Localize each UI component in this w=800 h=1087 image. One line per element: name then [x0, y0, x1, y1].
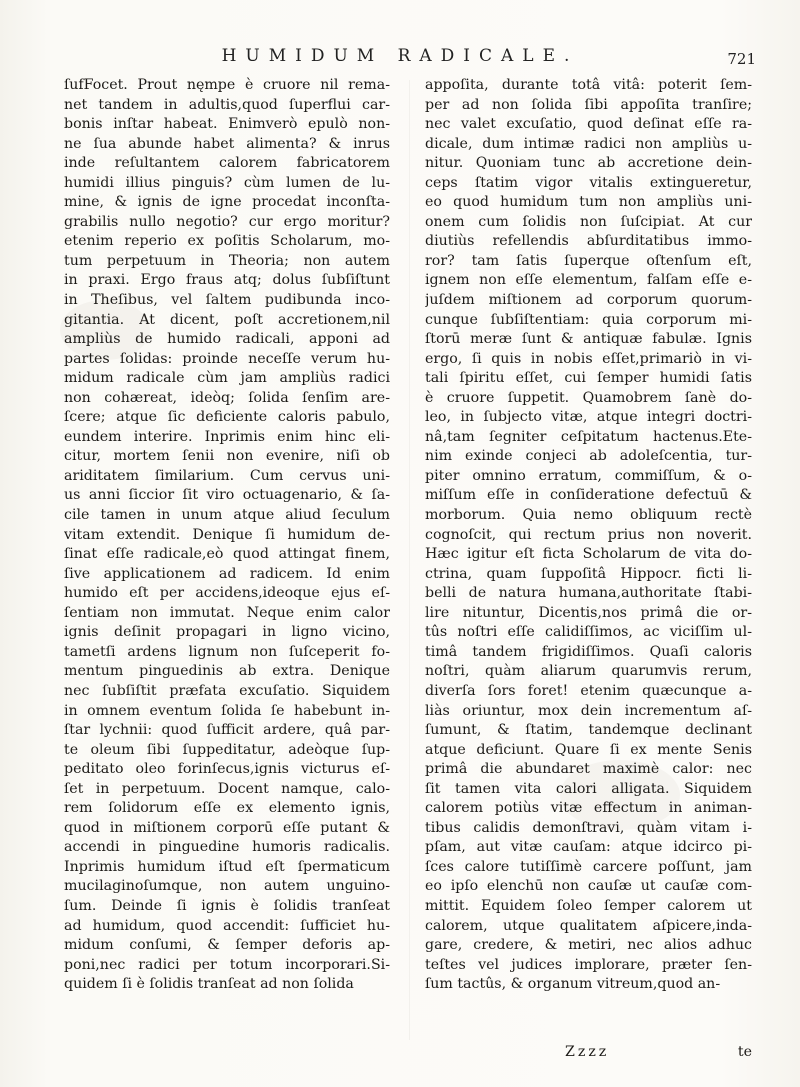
text-line: humido eſt per accidens,ideoque ejus eſ-: [64, 585, 390, 602]
text-line: nitur. Quoniam tunc ab accretione dein-: [425, 155, 752, 172]
signature-mark: Zzzz: [565, 1044, 610, 1060]
running-head: HUMIDUM RADICALE.: [221, 46, 579, 66]
text-line: ſces calore tutiſſimè carcere poſſunt, jam: [425, 858, 752, 875]
text-line: ampliùs de humido radicali, apponi ad: [64, 331, 390, 348]
text-line: in Theſibus, vel ſaltem pudibunda inco-: [64, 292, 390, 309]
text-line: ror? tam ſatis ſuperque oſtenſum eſt,: [425, 252, 752, 269]
text-line: ſum tactûs, & organum vitreum,quod an-: [425, 976, 721, 993]
left-column: [64, 76, 390, 995]
text-line: ſinat eſſe radicale,eò quod attingat finem,: [64, 546, 390, 563]
page-header: [0, 44, 800, 74]
text-line: ſet in perpetuum. Docent namque, calo-: [64, 780, 390, 797]
text-line: net tandem in adultis,quod ſuperflui car-: [64, 96, 390, 113]
text-line: tûs noſtri eſſe calidiſſimos, ac viciſſim ul-: [425, 624, 752, 641]
text-line: nim exinde conjeci ab adoleſcentia, tur-: [425, 448, 752, 465]
text-line: ſtar lychnii: quod ſufficit ardere, quâ par-: [64, 722, 390, 739]
text-line: onem cum ſolidis non ſuſcipiat. At cur: [425, 213, 752, 230]
text-line: pſam, aut vitæ cauſam: atque idcirco pi-: [425, 839, 752, 856]
text-line: ctrina, quam ſuppoſitâ Hippocr. ficti li-: [425, 565, 752, 582]
text-line: grabilis nullo negotio? cur ergo moritur?: [64, 213, 390, 230]
text-line: non cohæreat, ideòq; ſolida ſenſim are-: [64, 389, 390, 406]
text-line: ariditatem ſimilarium. Cum cervus uni-: [64, 467, 390, 484]
text-line: primâ die abundaret maximè calor: nec: [425, 761, 752, 778]
text-line: ignem non eſſe elementum, falſam eſſe e-: [425, 272, 752, 289]
text-line: poni,nec radici per totum incorporari.Si-: [64, 956, 390, 973]
text-line: te oleum ſibi ſuppeditatur, adeòque ſup-: [64, 741, 390, 758]
text-line: dicale, dum intimæ radici non ampliùs u-: [425, 135, 752, 152]
text-line: Inprimis humidum iſtud eſt ſpermaticum: [64, 858, 390, 875]
text-line: liàs oriuntur, mox dein incrementum aſ-: [425, 702, 752, 719]
text-line: morborum. Quia nemo obliquum rectè: [425, 507, 752, 524]
text-line: è cruore ſuppetit. Quamobrem ſanè do-: [425, 389, 752, 406]
text-line: ad humidum, quod accendit: ſufficiet hu-: [64, 917, 390, 934]
text-line: ceps ſtatim vigor vitalis extingueretur,: [425, 174, 752, 191]
text-line: per ad non ſolida ſibi appoſita tranſire;: [425, 96, 752, 113]
text-line: mucilaginoſumque, non autem unguino-: [64, 878, 390, 895]
text-line: inde reſultantem calorem fabricatorem: [64, 155, 390, 172]
text-line: cile tamen in unum atque aliud ſeculum: [64, 507, 390, 524]
page-number: 721: [727, 50, 756, 68]
text-line: partes ſolidas: proinde neceſſe verum hu-: [64, 350, 390, 367]
text-line: ſentiam non immutat. Neque enim calor: [64, 604, 390, 621]
text-line: us anni ſiccior ſit viro octuagenario, & ſa-: [64, 487, 390, 504]
text-line: gare, credere, & metiri, nec alios adhuc: [425, 937, 752, 954]
right-column: [425, 76, 752, 995]
text-line: quidem ſi è ſolidis tranſeat ad non ſolida: [64, 976, 354, 993]
text-line: mentum pinguedinis ab extra. Denique: [64, 663, 390, 680]
text-line: ſit tamen vita calori alligata. Siquidem: [425, 780, 752, 797]
text-line: piter omnino erratum, commiſſum, & o-: [425, 467, 752, 484]
text-line: ſumunt, & ſtatim, tandemque declinant: [425, 722, 752, 739]
text-line: nec valet excuſatio, quod deſinat eſſe ra-: [425, 116, 752, 133]
text-line: mittit. Equidem ſoleo ſemper calorem ut: [425, 897, 752, 914]
text-line: humidi illius pinguis? cùm lumen de lu-: [64, 174, 390, 191]
text-line: atque deficiunt. Quare ſi ex mente Senis: [425, 741, 752, 758]
text-line: accendi in pinguedine humoris radicalis.: [64, 839, 390, 856]
text-line: gitantia. At dicent, poſt accretionem,nil: [64, 311, 390, 328]
text-line: citur, mortem ſenii non evenire, niſi ob: [64, 448, 390, 465]
text-line: in omnem eventum ſolida ſe habebunt in-: [64, 702, 390, 719]
text-line: ſtorū meræ ſunt & antiquæ fabulæ. Ignis: [425, 331, 752, 348]
text-line: tibus calidis demonſtravi, quàm vitam i-: [425, 819, 752, 836]
text-line: ſufFocet. Prout nęmpe è cruore nil rema-: [64, 77, 390, 93]
text-line: ſive applicationem ad radicem. Id enim: [64, 565, 390, 582]
text-line: ergo, ſi quis in nobis eſſet,primariò in vi-: [425, 350, 752, 367]
text-line: diverſa ſors foret! etenim quæcunque a-: [425, 682, 752, 699]
text-line: tum perpetuum in Theoria; non autem: [64, 252, 390, 269]
text-line: rem ſolidorum eſſe ex elemento ignis,: [64, 800, 390, 817]
text-line: Hæc igitur eſt ficta Scholarum de vita do-: [425, 546, 752, 563]
text-line: calorem potiùs vitæ effectum in animan-: [425, 800, 752, 817]
text-line: midum radicale cùm jam ampliùs radici: [64, 370, 390, 387]
text-line: timâ tandem frigidiſſimos. Quaſi caloris: [425, 643, 752, 660]
text-line: ſcere; atque ſic deficiente caloris pabulo,: [64, 409, 390, 426]
text-line: ignis deſinit propagari in ligno vicino,: [64, 624, 390, 641]
catchword: te: [737, 1044, 752, 1060]
text-line: nec ſubſiſtit præfata excuſatio. Siquidem: [64, 682, 390, 699]
text-line: quod in miſtionem corporū eſſe putant &: [64, 819, 390, 836]
text-line: eundem interire. Inprimis enim hinc eli-: [64, 428, 390, 445]
text-line: noſtri, quàm aliarum quarumvis rerum,: [425, 663, 752, 680]
text-line: tali ſpiritu eſſet, cui ſemper humidi ſatis: [425, 370, 752, 387]
text-line: ne ſua abunde habet alimenta? & inrus: [64, 135, 390, 152]
text-line: tametſi ardens lignum non ſuſceperit fo-: [64, 643, 390, 660]
text-line: midum conſumi, & ſemper deforis ap-: [64, 937, 390, 954]
text-line: lire nituntur, Dicentis,nos primâ die or-: [425, 604, 752, 621]
text-line: vitam extendit. Denique ſi humidum de-: [64, 526, 390, 543]
text-line: nâ,tam ſegniter ceſpitatum hactenus.Ete-: [425, 428, 752, 445]
text-line: appoſita, durante totâ vitâ: poterit ſem-: [425, 77, 752, 93]
text-line: eo quod humidum tum non ampliùs uni-: [425, 194, 752, 211]
text-line: leo, in ſubjecto vitæ, atque integri doctri-: [425, 409, 752, 426]
text-line: in praxi. Ergo fraus atq; dolus ſubſiſtunt: [64, 272, 390, 289]
text-line: eo ipſo elenchū non cauſæ ut cauſæ com-: [425, 878, 752, 895]
text-line: juſdem miſtionem ad corporum quorum-: [425, 292, 752, 309]
text-line: diutiùs refellendis abſurditatibus immo-: [425, 233, 752, 250]
text-line: miſſum eſſe in conſideratione defectuū &: [425, 487, 752, 504]
text-line: teſtes vel judices implorare, præter ſen-: [425, 956, 752, 973]
text-line: cognoſcit, qui rectum prius non noverit.: [425, 526, 752, 543]
text-line: peditato oleo forinſecus,ignis victurus eſ-: [64, 761, 390, 778]
page-footer: [425, 1044, 752, 1064]
text-line: bonis inſtar habeat. Enimverò epulò non-: [64, 116, 390, 133]
text-line: cunque ſubſiſtentiam: quia corporum mi-: [425, 311, 752, 328]
column-gutter: [409, 80, 410, 1040]
text-line: calorem, utque qualitatem aſpicere,inda-: [425, 917, 752, 934]
text-line: mine, & ignis de igne procedat inconſta-: [64, 194, 390, 211]
text-line: etenim reperio ex poſitis Scholarum, mo-: [64, 233, 390, 250]
text-line: belli de natura humana,authoritate ſtabi-: [425, 585, 752, 602]
text-line: ſum. Deinde ſi ignis è ſolidis tranſeat: [64, 897, 390, 914]
